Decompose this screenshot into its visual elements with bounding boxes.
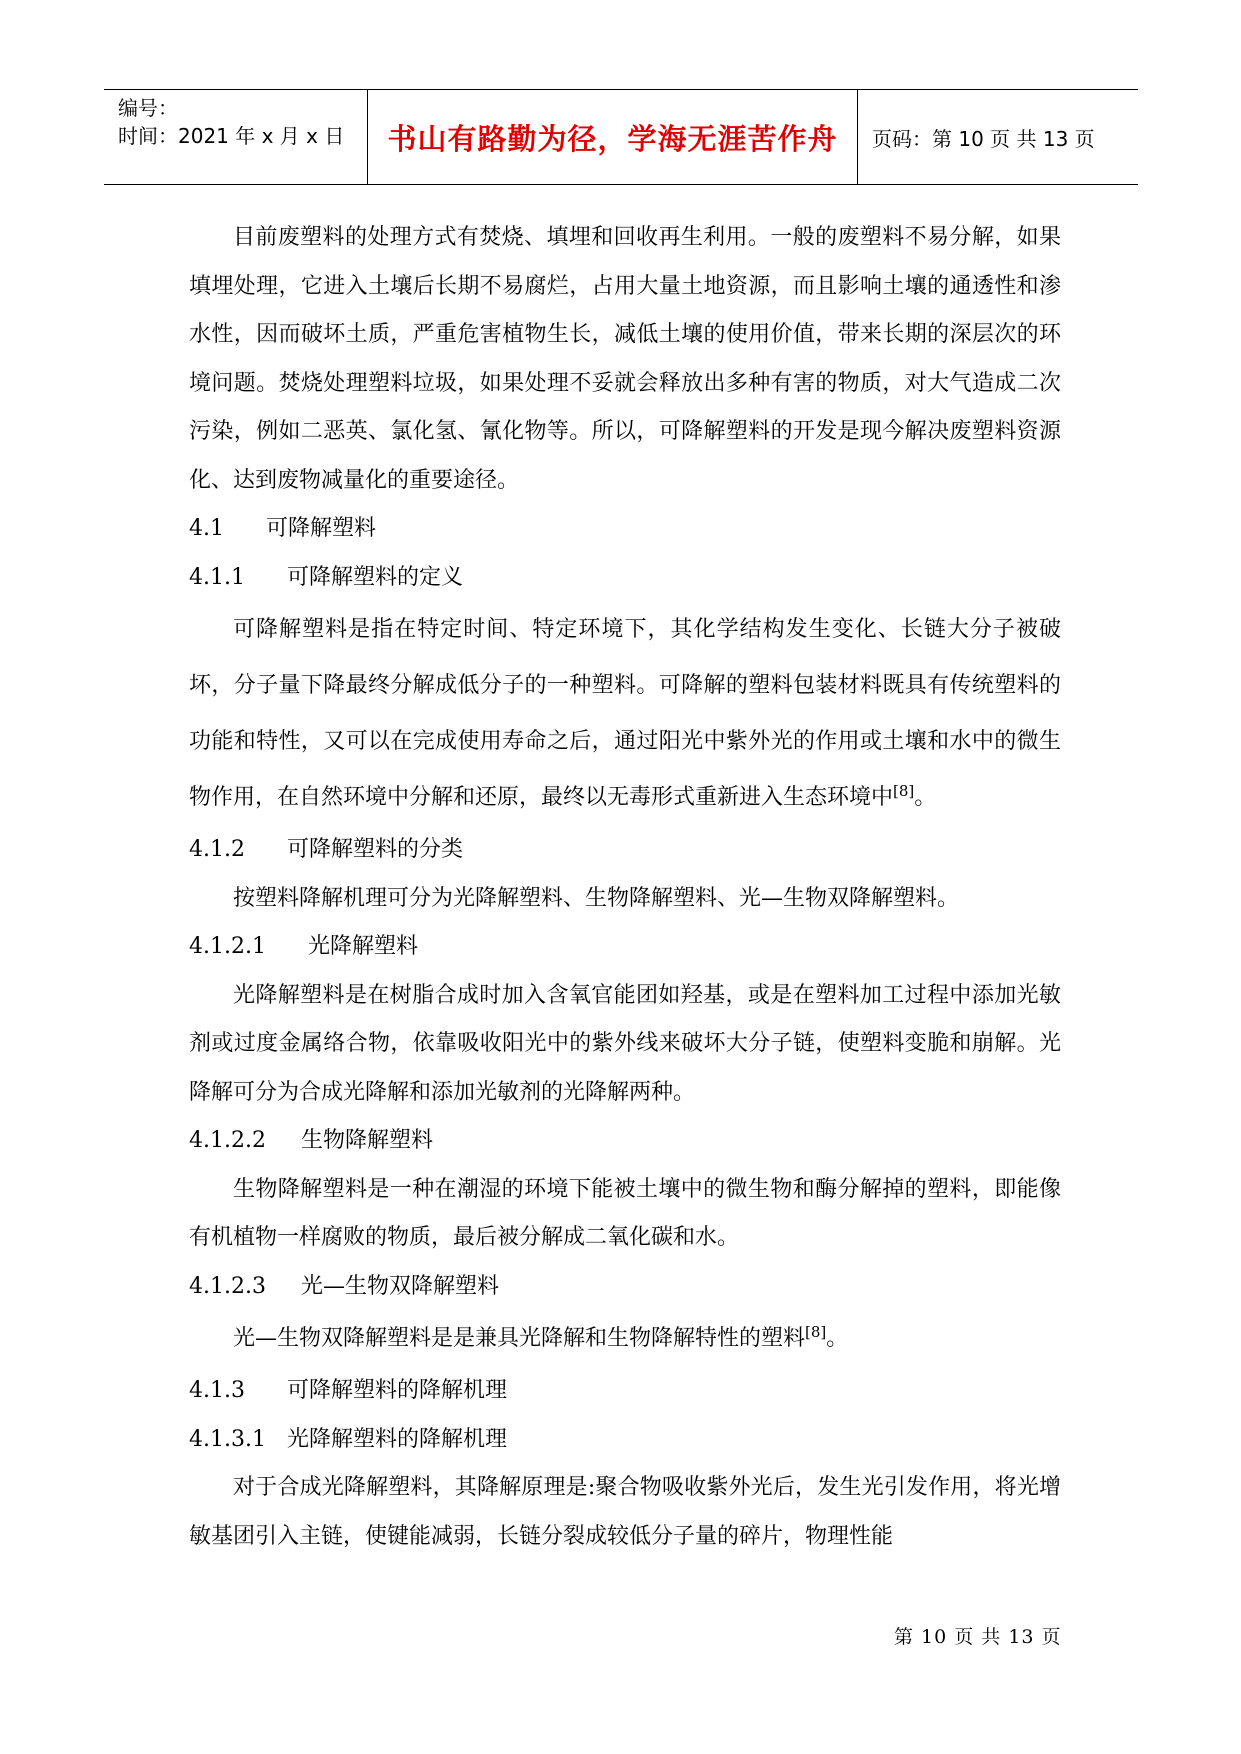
header-motto: 书山有路勤为径，学海无涯苦作舟 <box>387 121 838 156</box>
section-title: 可降解塑料的定义 <box>286 564 463 590</box>
period: 。 <box>914 785 937 810</box>
section-number: 4.1.2.3 <box>189 1273 266 1299</box>
section-number: 4.1.2 <box>189 837 245 862</box>
page-footer: 第 10 页 共 13 页 <box>894 1626 1062 1648</box>
section-heading-4-1-1 <box>189 554 1061 603</box>
paragraph-text: 可降解塑料是指在特定时间、特定环境下，其化学结构发生变化、长链大分子被破坏，分子量下降最终分解成低分子的一种塑料。可降解的塑料包装材料既具有传统塑料的功能和特性，又可以在完成使用寿命之后，通过阳光中紫外光的作用或土壤和水中的微生物作用，在自然环境中分解和还原，最终以无毒形式重新进入生态环境中 <box>189 617 1061 810</box>
paragraph-intro: 目前废塑料的处理方式有焚烧、填埋和回收再生利用。一般的废塑料不易分解，如果填埋处理，它进入土壤后长期不易腐烂，占用大量土地资源，而且影响土壤的通透性和渗水性，因而破坏土质，严重危害植物生长，减低土壤的使用价值，带来长期的深层次的环境问题。焚烧处理塑料垃圾，如果处理不妥就会释放出多种有害的物质，对大气造成二次污染，例如二恶英、氯化氢、氰化物等。所以，可降解塑料的开发是现今解决废塑料资源化、达到废物减量化的重要途径。 <box>189 225 1061 493</box>
paragraph-mechanism: 对于合成光降解塑料，其降解原理是:聚合物吸收紫外光后，发生光引发作用，将光增敏基团引入主链，使键能减弱，长链分裂成较低分子量的碎片，物理性能 <box>189 1475 1061 1549</box>
section-heading-4-1-3 <box>189 1367 1061 1416</box>
section-heading-4-1-2-2 <box>189 1117 1061 1166</box>
citation-ref: [8] <box>805 1323 827 1341</box>
paragraph-dual-degradable <box>189 1311 1061 1367</box>
document-body <box>189 214 1061 1561</box>
section-heading-4-1-2 <box>189 826 1061 875</box>
section-title: 生物降解塑料 <box>300 1128 433 1153</box>
section-number: 4.1 <box>189 516 224 541</box>
period: 。 <box>826 1326 849 1351</box>
citation-ref: [8] <box>893 782 915 800</box>
section-title: 可降解塑料 <box>265 516 376 541</box>
section-number: 4.1.3.1 <box>189 1426 266 1452</box>
section-number: 4.1.1 <box>189 564 245 590</box>
header-motto-cell <box>367 90 858 184</box>
page-header <box>104 89 1138 185</box>
header-page-label: 页码：第 10 页 共 13 页 <box>872 126 1095 151</box>
section-heading-4-1 <box>189 505 1061 554</box>
paragraph-text: 光—生物双降解塑料是是兼具光降解和生物降解特性的塑料 <box>233 1326 806 1351</box>
paragraph-definition <box>189 602 1061 826</box>
section-title: 可降解塑料的降解机理 <box>286 1378 507 1403</box>
header-page-cell <box>858 90 1138 184</box>
section-heading-4-1-2-1 <box>189 923 1061 972</box>
paragraph-photodegradable: 光降解塑料是在树脂合成时加入含氧官能团如羟基，或是在塑料加工过程中添加光敏剂或过度金属络合物，依靠吸收阳光中的紫外线来破坏大分子链，使塑料变脆和崩解。光降解可分为合成光降解和添加光敏剂的光降解两种。 <box>189 982 1061 1105</box>
header-number-label: 编号： <box>118 96 178 120</box>
paragraph-biodegradable: 生物降解塑料是一种在潮湿的环境下能被土壤中的微生物和酶分解掉的塑料，即能像有机植物一样腐败的物质，最后被分解成二氧化碳和水。 <box>189 1176 1061 1250</box>
section-title: 光降解塑料的降解机理 <box>286 1426 507 1452</box>
section-number: 4.1.2.1 <box>189 934 266 959</box>
section-heading-4-1-3-1 <box>189 1416 1061 1465</box>
section-heading-4-1-2-3 <box>189 1263 1061 1312</box>
paragraph-classification: 按塑料降解机理可分为光降解塑料、生物降解塑料、光—生物双降解塑料。 <box>233 885 960 911</box>
section-number: 4.1.2.2 <box>189 1128 266 1153</box>
section-number: 4.1.3 <box>189 1378 245 1403</box>
section-title: 光—生物双降解塑料 <box>300 1273 499 1299</box>
header-time-label: 时间：2021 年 x 月 x 日 <box>118 124 345 148</box>
section-title: 可降解塑料的分类 <box>286 837 463 862</box>
header-meta <box>104 90 367 184</box>
section-title: 光降解塑料 <box>307 934 418 959</box>
